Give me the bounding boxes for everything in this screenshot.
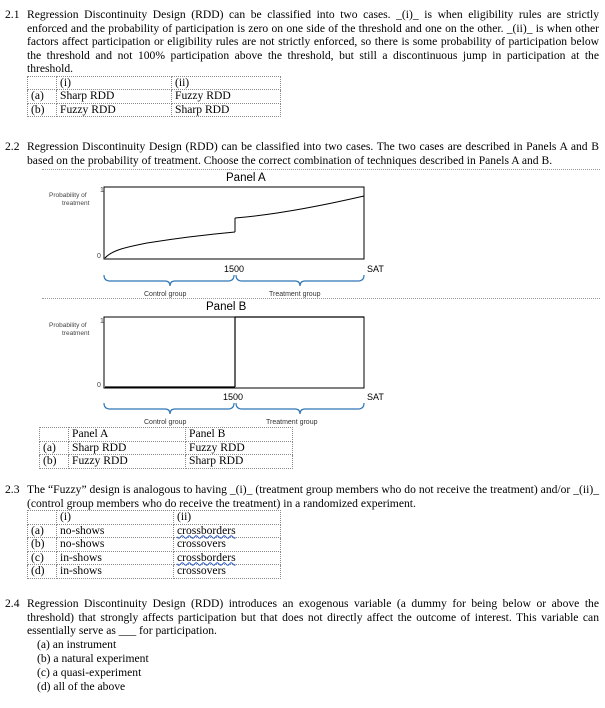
option-label[interactable]: (b) bbox=[28, 538, 57, 552]
question-number: 2.1 bbox=[5, 8, 20, 21]
panel-b-treatment-brace bbox=[236, 403, 364, 414]
panel-a-treatment-label: Treatment group bbox=[269, 291, 321, 298]
question-2-3 bbox=[5, 483, 599, 579]
option-cell: in-shows bbox=[57, 565, 174, 579]
panel-b-treatment-label: Treatment group bbox=[266, 419, 318, 426]
panel-a-threshold-label: 1500 bbox=[224, 264, 245, 274]
panel-b-chart bbox=[42, 299, 600, 429]
table-header-blank bbox=[28, 76, 57, 90]
panel-a-xaxis-label: SAT bbox=[367, 264, 384, 274]
answer-table bbox=[27, 510, 281, 579]
option-cell: in-shows bbox=[57, 551, 174, 565]
answer-table bbox=[39, 427, 293, 469]
question-2-2 bbox=[5, 140, 599, 167]
panel-a-ytick-1: 1 bbox=[100, 187, 104, 194]
table-header: Panel B bbox=[186, 428, 293, 442]
panel-a-plot-frame bbox=[104, 187, 364, 259]
option-row-d[interactable] bbox=[28, 565, 281, 579]
option-row-b[interactable] bbox=[28, 538, 281, 552]
option-row-a[interactable] bbox=[28, 524, 281, 538]
table-header: (ii) bbox=[172, 76, 281, 90]
option-cell: Sharp RDD bbox=[186, 455, 293, 469]
option-cell: no-shows bbox=[57, 538, 174, 552]
panel-a-chart bbox=[42, 170, 600, 302]
panel-b-xaxis-label: SAT bbox=[367, 392, 384, 402]
option-label[interactable]: (c) bbox=[28, 551, 57, 565]
panel-a-treatment-brace bbox=[236, 275, 364, 286]
panel-b-figure bbox=[42, 298, 600, 427]
panel-b-ylabel: treatment bbox=[62, 330, 90, 337]
option-cell: crossborders bbox=[174, 551, 281, 565]
question-text: Regression Discontinuity Design (RDD) can be classified into two cases. The two cases are described in Panels A and B based on the probability of treatment. Choose the correct combination of techniques described in Panels A and B. bbox=[27, 140, 599, 167]
option-cell: Fuzzy RDD bbox=[172, 90, 281, 104]
option-cell: Sharp RDD bbox=[69, 441, 186, 455]
panel-a-ytick-0: 0 bbox=[97, 253, 101, 260]
table-header-blank bbox=[28, 511, 57, 525]
question-2-2-options bbox=[5, 427, 599, 469]
option-cell: crossovers bbox=[174, 538, 281, 552]
option-label[interactable]: (d) bbox=[28, 565, 57, 579]
answer-table bbox=[27, 76, 281, 118]
table-header: (ii) bbox=[174, 511, 281, 525]
option-cell: Sharp RDD bbox=[57, 90, 172, 104]
question-2-4 bbox=[5, 597, 599, 695]
table-header: (i) bbox=[57, 76, 172, 90]
option-cell: crossovers bbox=[174, 565, 281, 579]
panel-b-ytick-0: 0 bbox=[97, 382, 101, 389]
option-cell: Sharp RDD bbox=[172, 103, 281, 117]
option-row-a[interactable] bbox=[40, 441, 293, 455]
option-label[interactable]: (a) bbox=[28, 90, 57, 104]
panel-b-plot-frame bbox=[104, 317, 364, 388]
option-label[interactable]: (a) bbox=[40, 441, 69, 455]
option-label[interactable]: (a) bbox=[28, 524, 57, 538]
option-cell: crossborders bbox=[174, 524, 281, 538]
question-number: 2.2 bbox=[5, 140, 20, 153]
question-number: 2.3 bbox=[5, 483, 20, 496]
table-header: Panel A bbox=[69, 428, 186, 442]
panel-a-figure bbox=[42, 169, 600, 298]
panel-a-title: Panel A bbox=[226, 172, 266, 184]
question-number: 2.4 bbox=[5, 597, 20, 610]
option-row-a[interactable] bbox=[28, 90, 281, 104]
question-2-1 bbox=[5, 8, 599, 117]
panel-b-ylabel: Probability of bbox=[49, 322, 87, 329]
panel-a-ylabel: Probability of bbox=[49, 192, 87, 199]
panel-a-control-brace bbox=[104, 275, 234, 286]
panel-a-control-curve bbox=[105, 232, 235, 258]
option-row-b[interactable] bbox=[40, 455, 293, 469]
table-header-blank bbox=[40, 428, 69, 442]
panel-b-control-label: Control group bbox=[144, 419, 187, 426]
panel-b-control-brace bbox=[104, 403, 234, 414]
choice-c[interactable]: (c) a quasi-experiment bbox=[37, 666, 142, 680]
panel-a-ylabel: treatment bbox=[62, 200, 90, 207]
option-cell: Fuzzy RDD bbox=[57, 103, 172, 117]
option-row-b[interactable] bbox=[28, 103, 281, 117]
option-cell: no-shows bbox=[57, 524, 174, 538]
option-cell: Fuzzy RDD bbox=[69, 455, 186, 469]
panel-a-treatment-curve bbox=[235, 196, 364, 218]
panel-a-control-label: Control group bbox=[144, 291, 187, 298]
question-text: Regression Discontinuity Design (RDD) introduces an exogenous variable (a dummy for being below or above the threshold) that strongly affects participation but that does not directly affect the outcome of interest. This variable can essentially serve as ___ for participation. bbox=[27, 597, 599, 638]
option-cell: Fuzzy RDD bbox=[186, 441, 293, 455]
choice-list bbox=[37, 638, 599, 695]
option-row-c[interactable] bbox=[28, 551, 281, 565]
question-text: Regression Discontinuity Design (RDD) can be classified into two cases. _(i)_ is when eligibility rules are strictly enforced and the probability of participation is zero on one side of the threshold and one on the other. _(ii)_ is when other factors affect participation or eligibility rules are not strictly enforced, so there is some probability of participation below the threshold and not 100% participation above the threshold, but still a discontinuous jump in participation at the threshold. bbox=[27, 8, 599, 76]
panel-b-title: Panel B bbox=[206, 301, 247, 313]
table-header: (i) bbox=[57, 511, 174, 525]
option-label[interactable]: (b) bbox=[40, 455, 69, 469]
choice-d[interactable]: (d) all of the above bbox=[37, 680, 126, 694]
panel-b-ytick-1: 1 bbox=[100, 318, 104, 325]
question-text: The “Fuzzy” design is analogous to having _(i)_ (treatment group members who do not receive the treatment) and/or _(ii)_ (control group members who do receive the treatment) in a randomized experiment. bbox=[27, 483, 599, 510]
choice-a[interactable]: (a) an instrument bbox=[37, 637, 117, 651]
option-label[interactable]: (b) bbox=[28, 103, 57, 117]
panel-b-threshold-label: 1500 bbox=[223, 392, 244, 402]
choice-b[interactable]: (b) a natural experiment bbox=[37, 651, 149, 665]
